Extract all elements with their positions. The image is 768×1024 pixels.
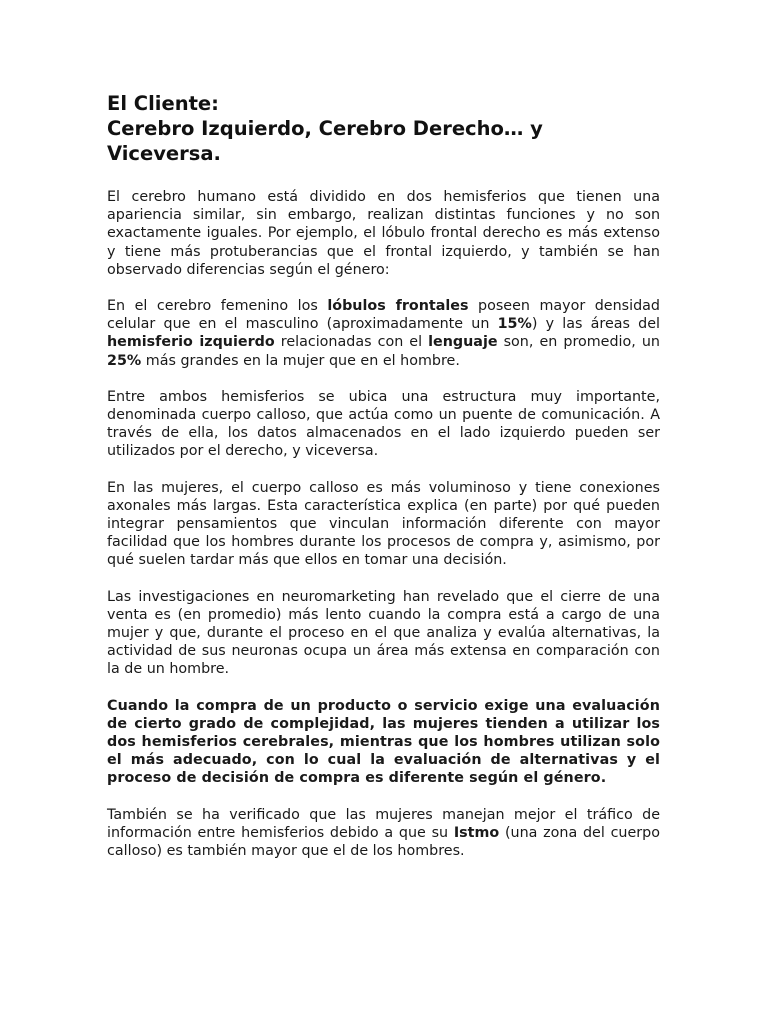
- page-title: [107, 91, 660, 166]
- text-run: relacionadas con el: [274, 334, 429, 351]
- text-run: (una zona del cuerpo calloso) es también mayor que el de los hombres.: [107, 824, 660, 860]
- text-run: más grandes en la mujer que en el hombre.: [141, 352, 460, 369]
- bold-term: lenguaje: [428, 334, 498, 351]
- bold-term: lóbulos frontales: [327, 298, 469, 315]
- text-run: ) y las áreas del: [531, 316, 661, 333]
- title-line: Viceversa.: [107, 142, 221, 165]
- paragraph-intro: El cerebro humano está dividido en dos hemisferios que tienen una apariencia similar, sin embargo, realizan distintas funciones y no son exactamente iguales. Por ejemplo, el lóbulo frontal derecho es más extenso y tiene más protuberancias que el frontal izquierdo, y también se han observado diferencias según el género:: [107, 189, 660, 278]
- text-run: En el cerebro femenino los: [107, 298, 328, 315]
- paragraph-isthmus: [107, 806, 660, 861]
- paragraph-corpus-callosum: Entre ambos hemisferios se ubica una estructura muy importante, denominada cuerpo calloso, que actúa como un puente de comunicación. A través de ella, los datos almacenados en el lado izquierdo pueden ser utilizados por el derecho, y viceversa.: [107, 388, 660, 460]
- paragraph-neuromarketing: Las investigaciones en neuromarketing han revelado que el cierre de una venta es (en promedio) más lento cuando la compra está a cargo de una mujer y que, durante el proceso en el que analiza y evalúa alternativas, la actividad de sus neuronas ocupa un área más extensa en comparación con la de un hombre.: [107, 588, 660, 678]
- text-run: son, en promedio, un: [497, 334, 660, 351]
- paragraph-frontal-lobes: [107, 297, 660, 370]
- bold-term: hemisferio izquierdo: [107, 334, 275, 351]
- text-run: También se ha verificado que las mujeres manejan mejor el tráfico de información entre hemisferios debido a que su: [107, 806, 660, 841]
- document-body: [107, 91, 660, 878]
- paragraph-emphasis: Cuando la compra de un producto o servicio exige una evaluación de cierto grado de complejidad, las mujeres tienden a utilizar los dos hemisferios cerebrales, mientras que los hombres utilizan solo el más adecuado, con lo cual la evaluación de alternativas y el proceso de decisión de compra es diferente según el género.: [107, 697, 660, 787]
- title-line: El Cliente:: [107, 92, 219, 115]
- bold-term: 15%: [497, 316, 532, 333]
- bold-term: Istmo: [453, 824, 500, 841]
- bold-term: 25%: [107, 352, 142, 369]
- text-run: poseen mayor densidad celular que en el masculino (aproximadamente un: [107, 298, 660, 333]
- title-line: Cerebro Izquierdo, Cerebro Derecho… y: [107, 117, 543, 140]
- paragraph-women-connections: En las mujeres, el cuerpo calloso es más voluminoso y tiene conexiones axonales más largas. Esta característica explica (en parte) por qué pueden integrar pensamientos que vinculan información diferente con mayor facilidad que los hombres durante los procesos de compra y, asimismo, por qué suelen tardar más que ellos en tomar una decisión.: [107, 479, 660, 569]
